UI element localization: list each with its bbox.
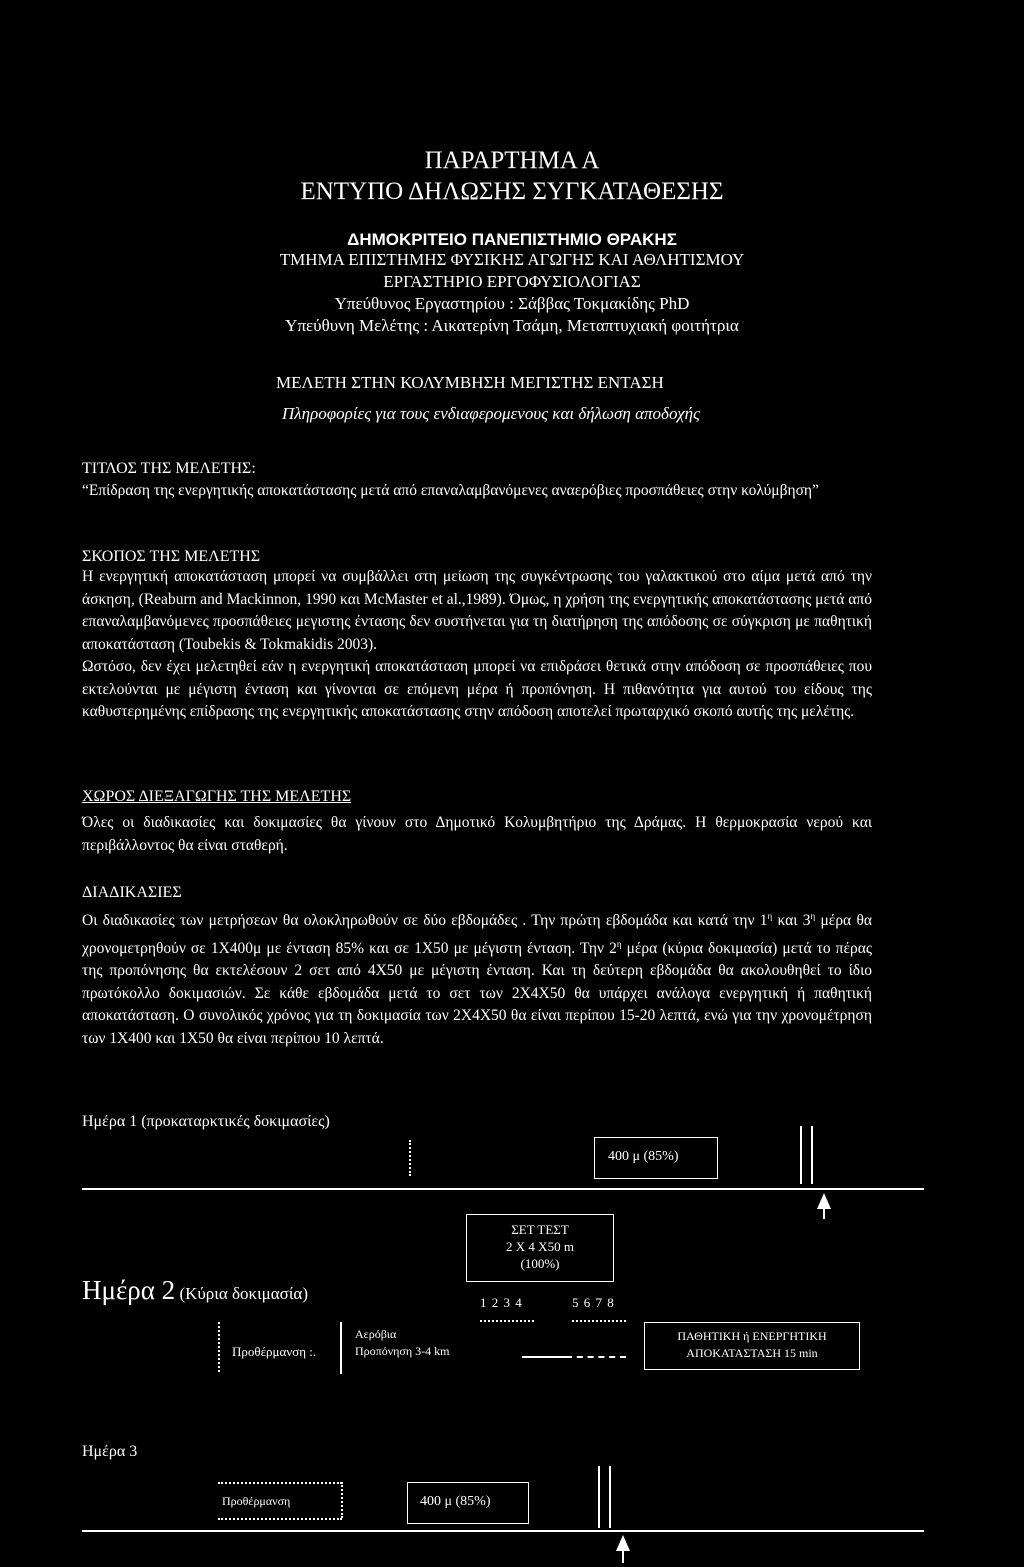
title-text: “Επίδραση της ενεργητικής αποκατάστασης μετά από επαναλαμβανόμενες αναερόβιες προσπάθειες στην κολύμβηση” (82, 482, 819, 499)
day3-warmup-bottom (218, 1518, 342, 1520)
set-test-label (466, 1221, 614, 1272)
procedures-text-part: μέρα θα χρονομετρηθούν σε 1Χ400μ με ένταση 85% και σε 1Χ50 με μέγιστη ένταση. Την 2 (82, 912, 872, 957)
aim-paragraph-2: Ωστόσο, δεν έχει μελετηθεί εάν η ενεργητική αποκατάσταση μπορεί να επιδράσει θετικά στην απόδοση σε προσπάθειες που εκτελούνται με μέγιστη ένταση και γίνονται σε επόμενη μέρα ή προπόνηση. Η πιθανότητα για αυτού του είδους της καθυστερημένης επίδρασης της ενεργητικής αποκατάστασης στην απόδοση αποτελεί πρωταρχικό σκοπό αυτής της μελέτης. (82, 658, 872, 720)
ordinal-suffix: η (767, 911, 773, 921)
warmup-dotted-edge (218, 1322, 220, 1372)
form-title: ΕΝΤΥΠΟ ΔΗΛΩΣΗΣ ΣΥΓΚΑΤΑΘΕΣΗΣ (300, 178, 724, 205)
aerobic-line: Προπόνηση 3-4 km (355, 1344, 450, 1358)
day3-baseline (82, 1530, 924, 1532)
aim-body (82, 566, 872, 724)
set-test-line: ΣΕΤ ΤΕΣΤ (511, 1222, 569, 1237)
reps-dotted-line (480, 1320, 534, 1322)
recovery-line: ΠΑΘΗΤΙΚΗ ή ΕΝΕΡΓΗΤΙΚΗ (677, 1329, 827, 1343)
day3-warmup-edge (341, 1482, 343, 1518)
day3-rule-right (609, 1466, 611, 1528)
procedures-text-part: και 3 (772, 912, 811, 930)
reps-second-set: 5 6 7 8 (572, 1295, 615, 1310)
day2-dashed-connector (566, 1356, 626, 1358)
set-test-line: (100%) (520, 1256, 560, 1271)
appendix-title: ΠΑΡΑΡΤΗΜΑ Α (424, 147, 600, 174)
study-subtitle: Πληροφορίες για τους ενδιαφερομενους και δήλωση αποδοχής (282, 404, 700, 423)
day2-connector (522, 1356, 566, 1358)
day3-label: Ημέρα 3 (82, 1443, 138, 1460)
aerobic-label (355, 1326, 450, 1360)
set-test-line: 2 Χ 4 Χ50 m (506, 1239, 574, 1254)
venue-heading: ΧΩΡΟΣ ΔΙΕΞΑΓΩΓΗΣ ΤΗΣ ΜΕΛΕΤΗΣ (82, 788, 352, 805)
recovery-label (644, 1328, 860, 1362)
day3-warmup-label: Προθέρμανση (222, 1494, 291, 1508)
aim-paragraph-1: Η ενεργητική αποκατάσταση μπορεί να συμβάλλει στη μείωση της συγκέντρωσης του γαλακτικού στο αίμα μετά από την άσκηση, (Reaburn and Mackinnon, 1990 και McMaster et al.,1989). Όμως, η χρήση της ενεργητικής αποκατάστασης μετά από επαναλαμβανόμενες προσπάθειες μεγιστης έντασης δεν συστήνεται για τη διατήρηση της απόδοσης σε σύγκριση με παθητική αποκατάσταση (Toubekis & Tokmakidis 2003). (82, 568, 872, 653)
day3-rule-left (598, 1466, 600, 1528)
lab-head: Υπεύθυνος Εργαστηρίου : Σάββας Τοκμακίδης PhD (334, 294, 690, 313)
warmup-label: Προθέρμανση :. (232, 1344, 317, 1359)
ordinal-suffix: η (810, 911, 816, 921)
day1-rule-right (811, 1126, 813, 1184)
procedures-text-part: μέρα (κύρια δοκιμασία) μετά το πέρας της προπόνησης θα εκτελέσουν 2 σετ από 4Χ50 με μέγιστη ένταση. Και τη δεύτερη εβδομάδα θα ακολουθηθεί το ίδιο πρωτόκολλο δοκιμασιών. Σε κάθε εβδομάδα μετά το σετ των 2Χ4Χ50 θα υπάρχει ανάλογα ενεργητική ή παθητική αποκατάσταση. Ο συνολικός χρόνος για τη δοκιμασία των 2Χ4Χ50 θα είναι περίπου 15-20 λεπτά, ενώ για την χρονομέτρηση των 1Χ400 και 1Χ50 θα είναι περίπου 10 λεπτά. (82, 939, 872, 1047)
day1-baseline (82, 1188, 924, 1190)
aim-heading: ΣΚΟΠΟΣ ΤΗΣ ΜΕΛΕΤΗΣ (82, 548, 261, 565)
day3-arrow-stem (622, 1549, 624, 1563)
recovery-line: ΑΠΟΚΑΤΑΣΤΑΣΗ 15 min (686, 1346, 818, 1360)
venue-text: Όλες οι διαδικασίες και δοκιμασίες θα γίνουν στο Δημοτικό Κολυμβητήριο της Δράμας. Η θερμοκρασία νερού και περιβάλλοντος θα είναι σταθερή. (82, 814, 872, 854)
day3-warmup-top (218, 1482, 342, 1484)
ordinal-suffix: η (616, 938, 622, 949)
university-name: ΔΗΜΟΚΡΙΤΕΙΟ ΠΑΝΕΠΙΣΤΗΜΙΟ ΘΡΑΚΗΣ (347, 230, 677, 249)
procedures-heading: ΔΙΑΔΙΚΑΣΙΕΣ (82, 884, 182, 901)
aerobic-line: Αερόβια (355, 1327, 397, 1341)
aerobic-divider (340, 1322, 342, 1374)
procedures-text-part: Οι διαδικασίες των μετρήσεων θα ολοκληρωθούν σε δύο εβδομάδες . Την πρώτη εβδομάδα και κατά την 1 (82, 912, 768, 930)
day1-rule-left (800, 1126, 802, 1184)
study-title: ΜΕΛΕΤΗ ΣΤΗΝ ΚΟΛΥΜΒΗΣΗ ΜΕΓΙΣΤΗΣ ΕΝΤΑΣΗ (276, 373, 664, 392)
day1-dotted-marker (409, 1140, 411, 1176)
title-heading: ΤΙΤΛΟΣ ΤΗΣ ΜΕΛΕΤΗΣ: (82, 460, 256, 477)
reps-dotted-line (572, 1320, 626, 1322)
day2-label-sub: (Κύρια δοκιμασία) (175, 1284, 308, 1303)
day3-box-label: 400 μ (85%) (420, 1494, 491, 1509)
day2-label (82, 1275, 308, 1306)
day1-box-label: 400 μ (85%) (608, 1149, 679, 1164)
lab-name: ΕΡΓΑΣΤΗΡΙΟ ΕΡΓΟΦΥΣΙΟΛΟΓΙΑΣ (383, 272, 641, 291)
day1-label: Ημέρα 1 (προκαταρκτικές δοκιμασίες) (82, 1113, 330, 1130)
reps-first-set: 1 2 3 4 (480, 1295, 523, 1310)
day2-label-main: Ημέρα 2 (82, 1275, 176, 1305)
study-head: Υπεύθυνη Μελέτης : Αικατερίνη Τσάμη, Μεταπτυχιακή φοιτήτρια (285, 316, 739, 335)
department-name: ΤΜΗΜΑ ΕΠΙΣΤΗΜΗΣ ΦΥΣΙΚΗΣ ΑΓΩΓΗΣ ΚΑΙ ΑΘΛΗΤΙΣΜΟΥ (279, 250, 745, 269)
day1-arrow-stem (823, 1207, 825, 1219)
procedures-text (82, 905, 872, 1050)
